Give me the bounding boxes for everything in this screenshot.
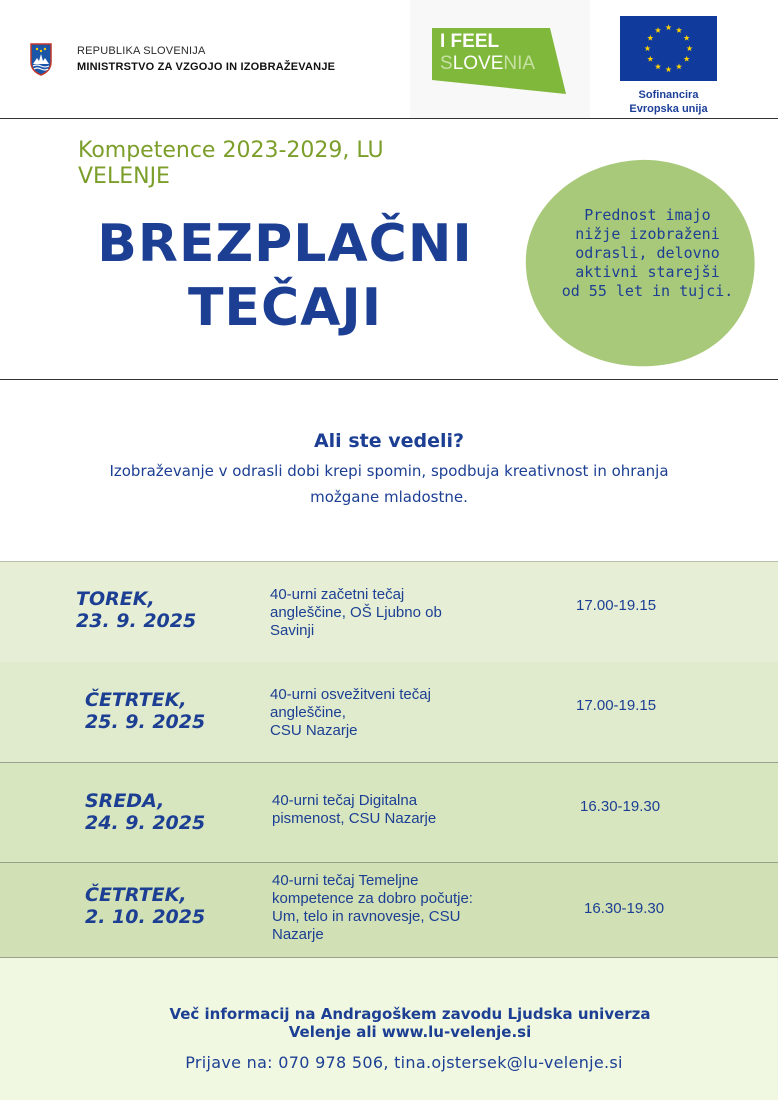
footer-more-info-line2: Velenje ali www.lu-velenje.si xyxy=(288,1023,532,1041)
info-text-line1: Izobraževanje v odrasli dobi krepi spomin, spodbuja kreativnost in ohranja xyxy=(109,462,669,480)
eu-star-icon xyxy=(686,45,692,51)
course-day: ČETRTEK, xyxy=(85,884,187,906)
course-description-line: pismenost, CSU Nazarje xyxy=(272,810,437,827)
page-title-line1: BREZPLAČNI xyxy=(97,214,473,274)
eu-star-icon xyxy=(665,66,671,72)
info-text xyxy=(60,458,718,510)
course-description-line: Um, telo in ravnovesje, CSU xyxy=(272,908,461,925)
course-date-value: 24. 9. 2025 xyxy=(85,812,206,834)
eu-star-icon xyxy=(647,35,653,41)
course-description xyxy=(270,686,520,740)
i-feel-slovenia-text-line1: I FEEL xyxy=(440,31,500,52)
course-description-line: CSU Nazarje xyxy=(270,722,358,739)
program-subtitle-line1: Kompetence 2023-2029, LU xyxy=(78,138,384,163)
course-date xyxy=(76,588,196,632)
ministry-name-line1: REPUBLIKA SLOVENIJA xyxy=(77,45,206,57)
header-divider xyxy=(0,118,778,119)
title-divider xyxy=(0,379,778,380)
course-date xyxy=(85,689,205,733)
course-time: 16.30-19.30 xyxy=(580,798,661,815)
ministry-name-line2: MINISTRSTVO ZA VZGOJO IN IZOBRAŽEVANJE xyxy=(77,61,336,73)
course-time: 16.30-19.30 xyxy=(584,900,665,917)
footer-more-info xyxy=(110,1005,710,1041)
course-description xyxy=(272,872,522,944)
priority-badge-line1: Prednost imajo xyxy=(584,206,711,224)
course-description-line: angleščine, xyxy=(270,704,346,721)
eu-star-icon xyxy=(655,27,661,33)
eu-stars-icon xyxy=(620,16,717,81)
course-description-line: 40-urni tečaj Digitalna xyxy=(272,792,418,809)
course-date xyxy=(85,790,205,834)
course-description xyxy=(272,792,522,828)
eu-cofunding-line2: Evropska unija xyxy=(629,103,708,115)
course-date xyxy=(85,884,205,928)
course-date-value: 23. 9. 2025 xyxy=(76,610,197,632)
info-heading: Ali ste vedeli? xyxy=(313,430,465,452)
course-description-line: Savinji xyxy=(270,622,315,639)
priority-badge-text xyxy=(555,206,740,301)
eu-star-icon xyxy=(665,24,671,30)
course-description-line: Nazarje xyxy=(272,926,324,943)
page-title xyxy=(60,212,510,340)
eu-cofunding-line1: Sofinancira xyxy=(638,89,699,101)
eu-star-icon xyxy=(684,56,690,62)
eu-star-icon xyxy=(647,56,653,62)
info-text-line2: možgane mladostne. xyxy=(310,488,468,506)
footer-contact: Prijave na: 070 978 506, tina.ojstersek@lu-velenje.si xyxy=(185,1053,623,1072)
i-feel-slovenia-text-line2: SLOVENIA xyxy=(440,53,536,74)
eu-star-icon xyxy=(655,63,661,69)
course-date-value: 2. 10. 2025 xyxy=(85,906,206,928)
course-description xyxy=(270,586,520,640)
eu-star-icon xyxy=(684,35,690,41)
course-day: ČETRTEK, xyxy=(85,689,187,711)
course-description-line: 40-urni začetni tečaj xyxy=(270,586,405,603)
course-description-line: kompetence za dobro počutje: xyxy=(272,890,473,907)
priority-badge-line4: aktivni starejši xyxy=(575,263,720,281)
course-day: SREDA, xyxy=(85,790,165,812)
footer-more-info-line1: Več informacij na Andragoškem zavodu Ljudska univerza xyxy=(169,1005,651,1023)
eu-star-icon xyxy=(644,45,650,51)
eu-flag-icon xyxy=(620,16,717,81)
course-time: 17.00-19.15 xyxy=(576,597,657,614)
course-day: TOREK, xyxy=(76,588,155,610)
course-description-line: 40-urni osvežitveni tečaj xyxy=(270,686,431,703)
slovenia-coat-of-arms-icon xyxy=(28,42,54,76)
page-title-line2: TEČAJI xyxy=(187,278,383,338)
eu-star-icon xyxy=(676,63,682,69)
course-date-value: 25. 9. 2025 xyxy=(85,711,206,733)
program-subtitle-line2: VELENJE xyxy=(78,164,170,189)
priority-badge-line5: od 55 let in tujci. xyxy=(561,282,734,300)
program-subtitle xyxy=(78,138,478,190)
eu-star-icon xyxy=(676,27,682,33)
course-description-line: 40-urni tečaj Temeljne xyxy=(272,872,419,889)
priority-badge-line2: nižje izobraženi xyxy=(575,225,720,243)
course-time: 17.00-19.15 xyxy=(576,697,657,714)
course-description-line: angleščine, OŠ Ljubno ob xyxy=(270,604,442,621)
priority-badge-line3: odrasli, delovno xyxy=(575,244,720,262)
